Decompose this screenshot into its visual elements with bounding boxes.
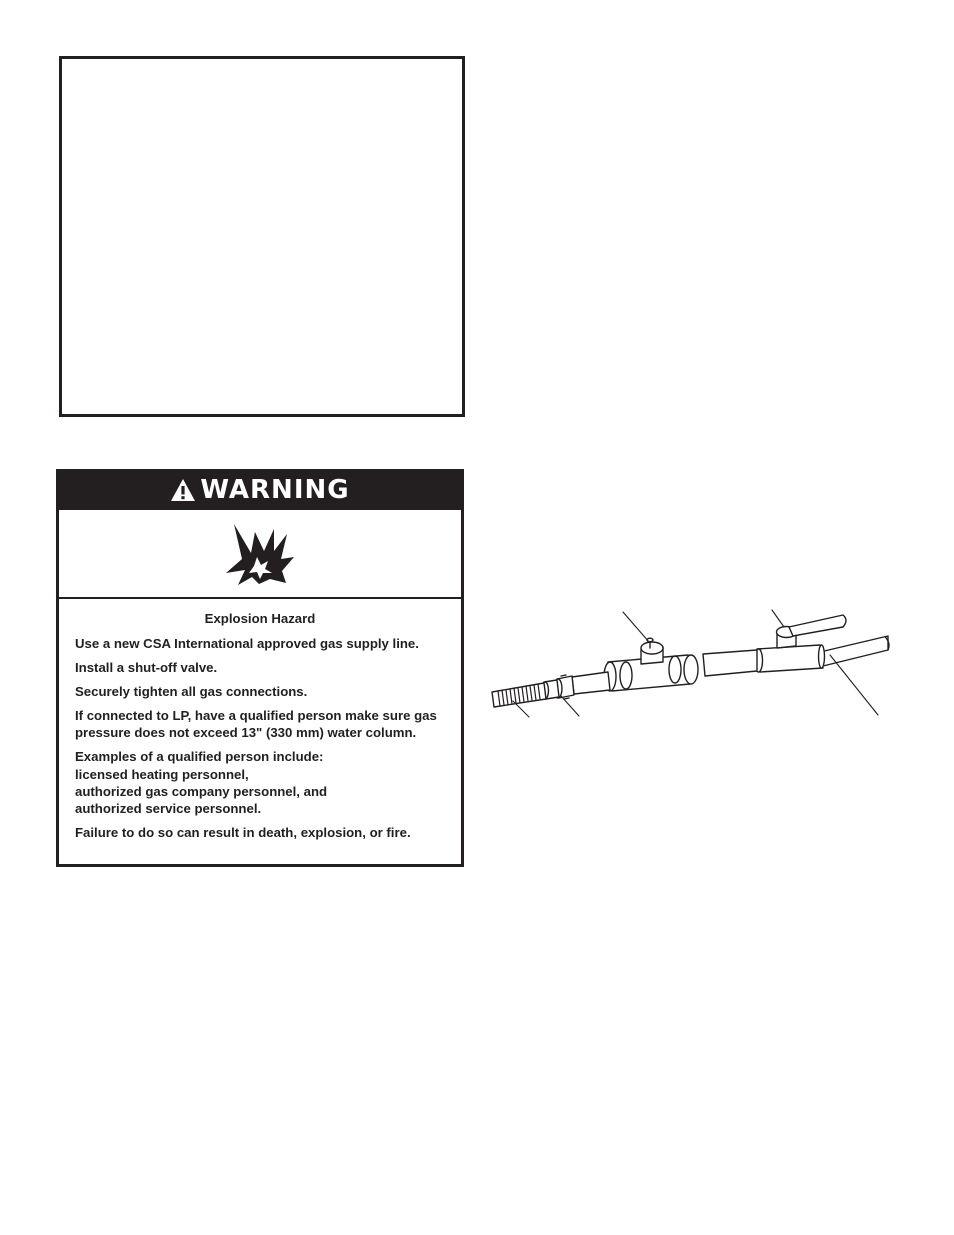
hazard-name: Explosion Hazard (204, 611, 316, 626)
qualified-person-intro: Examples of a qualified person include: (75, 749, 324, 764)
instruction-shutoff-valve: Install a shut-off valve. (75, 660, 218, 675)
warning-title: WARNING (200, 475, 350, 505)
failure-consequence: Failure to do so can result in death, explosion, or fire. (75, 825, 411, 840)
empty-content-box (59, 56, 465, 417)
qualified-person-gas-company: authorized gas company personnel, and (75, 784, 328, 799)
instruction-supply-line: Use a new CSA International approved gas supply line. (75, 636, 419, 651)
instruction-lp-pressure: If connected to LP, have a qualified person make sure gas pressure does not exceed 13" (330 mm) water column. (75, 708, 437, 740)
shut-off-valve (757, 645, 823, 672)
gas-supply-pipe (820, 636, 888, 666)
explosion-icon (224, 521, 296, 587)
warning-box (56, 469, 464, 867)
qualified-person-heating: licensed heating personnel, (75, 767, 249, 782)
qualified-person-service: authorized service personnel. (75, 801, 262, 816)
instruction-tighten-connections: Securely tighten all gas connections. (75, 684, 308, 699)
valve-handle (789, 615, 846, 636)
warning-body (59, 599, 461, 841)
warning-triangle-icon (170, 478, 196, 502)
hazard-symbol-panel (59, 510, 461, 599)
warning-header (59, 472, 461, 510)
gas-connection-diagram (490, 605, 900, 720)
